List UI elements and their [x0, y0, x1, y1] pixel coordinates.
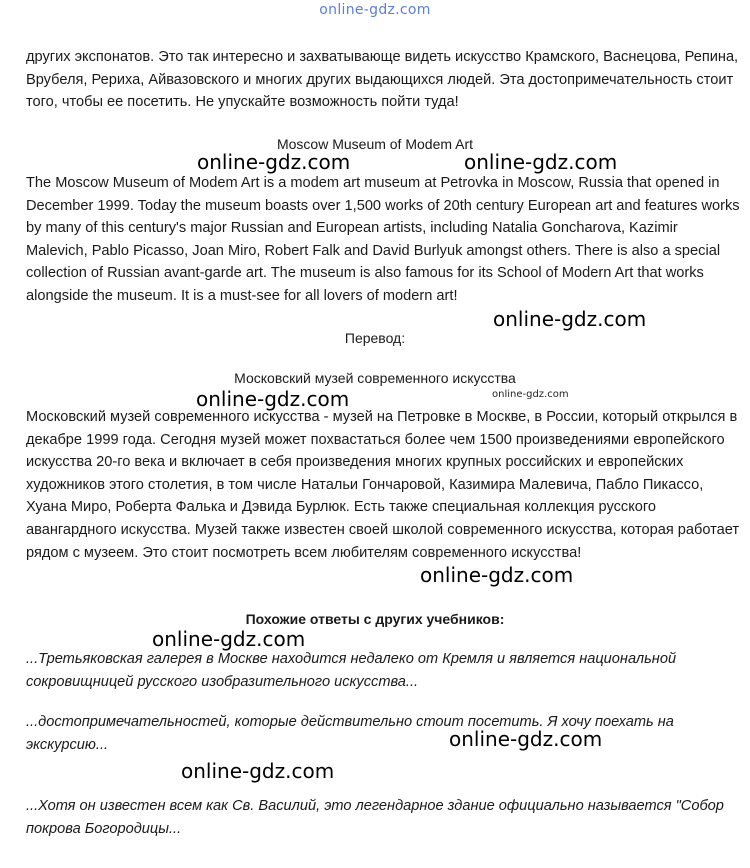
similar-answers-heading: Похожие ответы с других учебников:	[245, 611, 505, 627]
similar-answer-item[interactable]: ...достопримечательностей, которые действительно стоит посетить. Я хочу поехать на экскурсию...	[26, 714, 674, 753]
similar-answer-item[interactable]: ...Третьяковская галерея в Москве находится недалеко от Кремля и является национальной сокровищницей русского изобразительного искусства...	[26, 651, 677, 690]
translation-title: Московский музей современного искусства	[234, 370, 516, 386]
watermark: online-gdz.com	[197, 150, 351, 174]
watermark: online-gdz.com	[449, 727, 603, 751]
english-title: Moscow Museum of Modem Art	[276, 136, 474, 152]
watermark: online-gdz.com	[420, 563, 574, 587]
watermark: online-gdz.com	[181, 759, 335, 783]
watermark: online-gdz.com	[493, 307, 647, 331]
watermark: online-gdz.com	[464, 150, 618, 174]
english-paragraph: The Moscow Museum of Modem Art is a modem art museum at Petrovka in Moscow, Russia that opened in December 1999. Today the museum boasts over 1,500 works of 20th century European art and features works by many of this century's major Russian and European artists, including Natalia Goncharova, Kazimir Malevich, Pablo Picasso, Joan Miro, Robert Falk and David Burlyuk amongst others. There is also a special collection of Russian avant-garde art. The museum is also famous for its School of Modern Art that works alongside the museum. It is a must-see for all lovers of modern art!	[26, 175, 740, 304]
similar-answer-item[interactable]: ...Хотя он известен всем как Св. Василий, это легендарное здание официально называется "Собор покрова Богородицы...	[26, 798, 724, 837]
watermark-small: online-gdz.com	[492, 389, 569, 400]
header-watermark: online-gdz.com	[319, 2, 431, 18]
translation-label: Перевод:	[344, 330, 406, 346]
watermark: online-gdz.com	[152, 627, 306, 651]
watermark: online-gdz.com	[196, 387, 350, 411]
translation-paragraph: Московский музей современного искусства - музей на Петровке в Москве, в России, который открылся в декабре 1999 года. Сегодня музей может похвастаться более чем 1500 произведениями европейского искусства 20-го века и включает в себя произведения многих крупных российских и европейских художников этого столетия, в том числе Натальи Гончаровой, Казимира Малевича, Пабло Пикассо, Хуана Миро, Роберта Фалька и Дэвида Бурлюк. Есть также специальная коллекция русского авангардного искусства. Музей также известен своей школой современного искусства, которая работает рядом с музеем. Это стоит посмотреть всем любителям современного искусства!	[26, 409, 740, 561]
intro-paragraph: других экспонатов. Это так интересно и захватывающе видеть искусство Крамского, Васнецова, Репина, Врубеля, Рериха, Айвазовского и многих других выдающихся людей. Эта достопримечательность стоит того, чтобы ее посетить. Не упускайте возможность пойти туда!	[26, 49, 739, 111]
